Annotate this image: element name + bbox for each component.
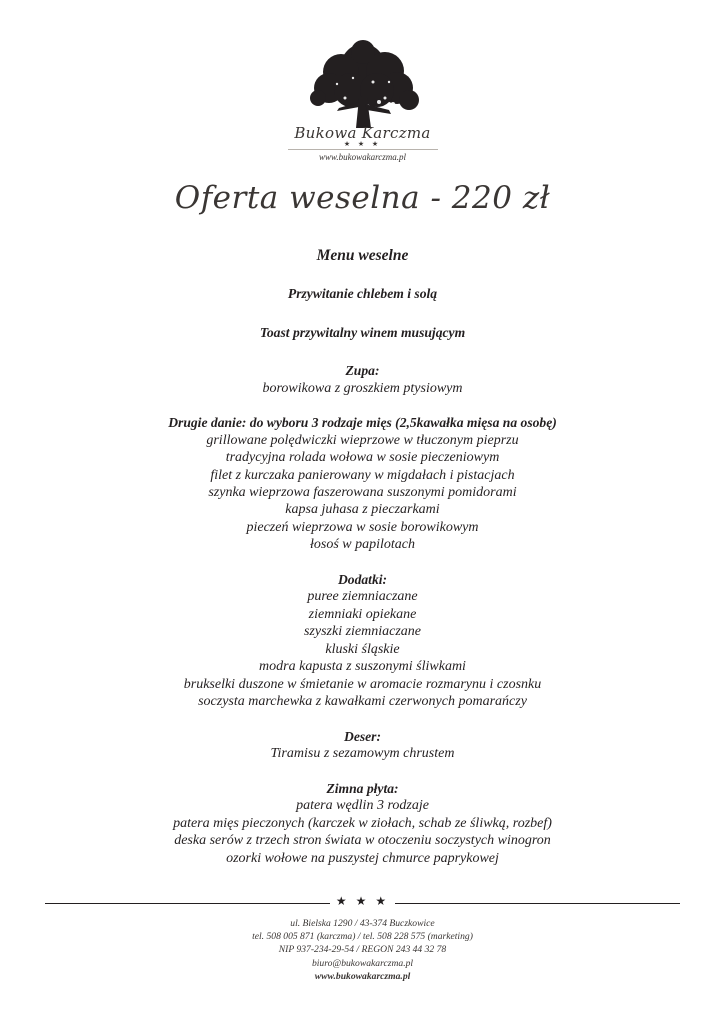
section-sides [0,571,725,710]
tree-icon [293,38,433,128]
brand-name: Bukowa Karczma [294,124,431,142]
menu-item: kluski śląskie [325,641,400,657]
logo [0,38,725,162]
menu-item: ziemniaki opiekane [308,606,417,622]
menu-item: patera mięs pieczonych (karczek w ziołach, schab ze śliwką, rozbef) [173,815,552,831]
footer-stars: ★ ★ ★ [335,894,390,908]
section-cold-platter [0,780,725,867]
menu-item: deska serów z trzech stron świata w otoczeniu soczystych winogron [174,833,551,849]
menu-item: puree ziemniaczane [307,589,418,605]
footer-divider-left [45,903,330,904]
footer-email[interactable]: biuro@bukowakarczma.pl [311,957,414,969]
menu-item: szyszki ziemniaczane [303,624,422,640]
section-title: Dodatki: [337,572,388,588]
footer-address: ul. Bielska 1290 / 43-374 Buczkowice [290,918,435,929]
section-title: Deser: [344,728,381,744]
menu-item: szynka wieprzowa faszerowana suszonymi pomidorami [208,485,517,501]
menu [0,247,725,884]
section-title: Zimna płyta: [326,780,399,796]
menu-item: tradycyjna rolada wołowa w sosie pieczeniowym [225,450,500,466]
menu-item: ozorki wołowe na puszystej chmurce paprykowej [226,850,499,866]
section-main-course [0,414,725,553]
section-dessert [0,728,725,763]
section-title: Drugie danie: do wyboru 3 rodzaje mięs (2,5kawałka mięsa na osobę) [168,415,557,431]
logo-url: www.bukowakarczma.pl [319,152,406,162]
menu-item: łosoś w papilotach [309,537,415,553]
brand-divider [288,149,438,150]
menu-item: brukselki duszone w śmietanie w aromacie rozmarynu i czosnku [183,676,542,692]
menu-item: pieczeń wieprzowa w sosie borowikowym [246,519,479,535]
footer-website[interactable]: www.bukowakarczma.pl [314,970,411,982]
intro-toast: Toast przywitalny winem musującym [259,324,466,340]
menu-item: Tiramisu z sezamowym chrustem [270,746,455,762]
menu-item: filet z kurczaka panierowany w migdałach i pistacjach [210,467,515,483]
menu-item: patera wędlin 3 rodzaje [296,798,429,814]
menu-item: soczysta marchewka z kawałkami czerwonych pomarańczy [198,693,527,709]
offer-title: Oferta weselna - 220 zł [174,180,551,216]
section-soup [0,362,725,397]
intro-bread-salt: Przywitanie chlebem i solą [287,286,438,302]
brand-stars: ★ ★ ★ [343,140,382,148]
footer-phones: tel. 508 005 871 (karczma) / tel. 508 228 575 (marketing) [252,931,473,943]
menu-item: modra kapusta z suszonymi śliwkami [259,659,466,675]
menu-item: borowikowa z groszkiem ptysiowym [262,380,463,396]
footer-divider-right [395,903,680,904]
menu-item: kapsa juhasa z pieczarkami [285,502,440,518]
menu-item: grillowane polędwiczki wieprzowe w tłuczonym pieprzu [206,432,519,448]
footer-ids: NIP 937-234-29-54 / REGON 243 44 32 78 [278,944,447,956]
footer [0,917,725,983]
section-title: Zupa: [345,363,380,379]
menu-heading: Menu weselne [316,247,409,264]
